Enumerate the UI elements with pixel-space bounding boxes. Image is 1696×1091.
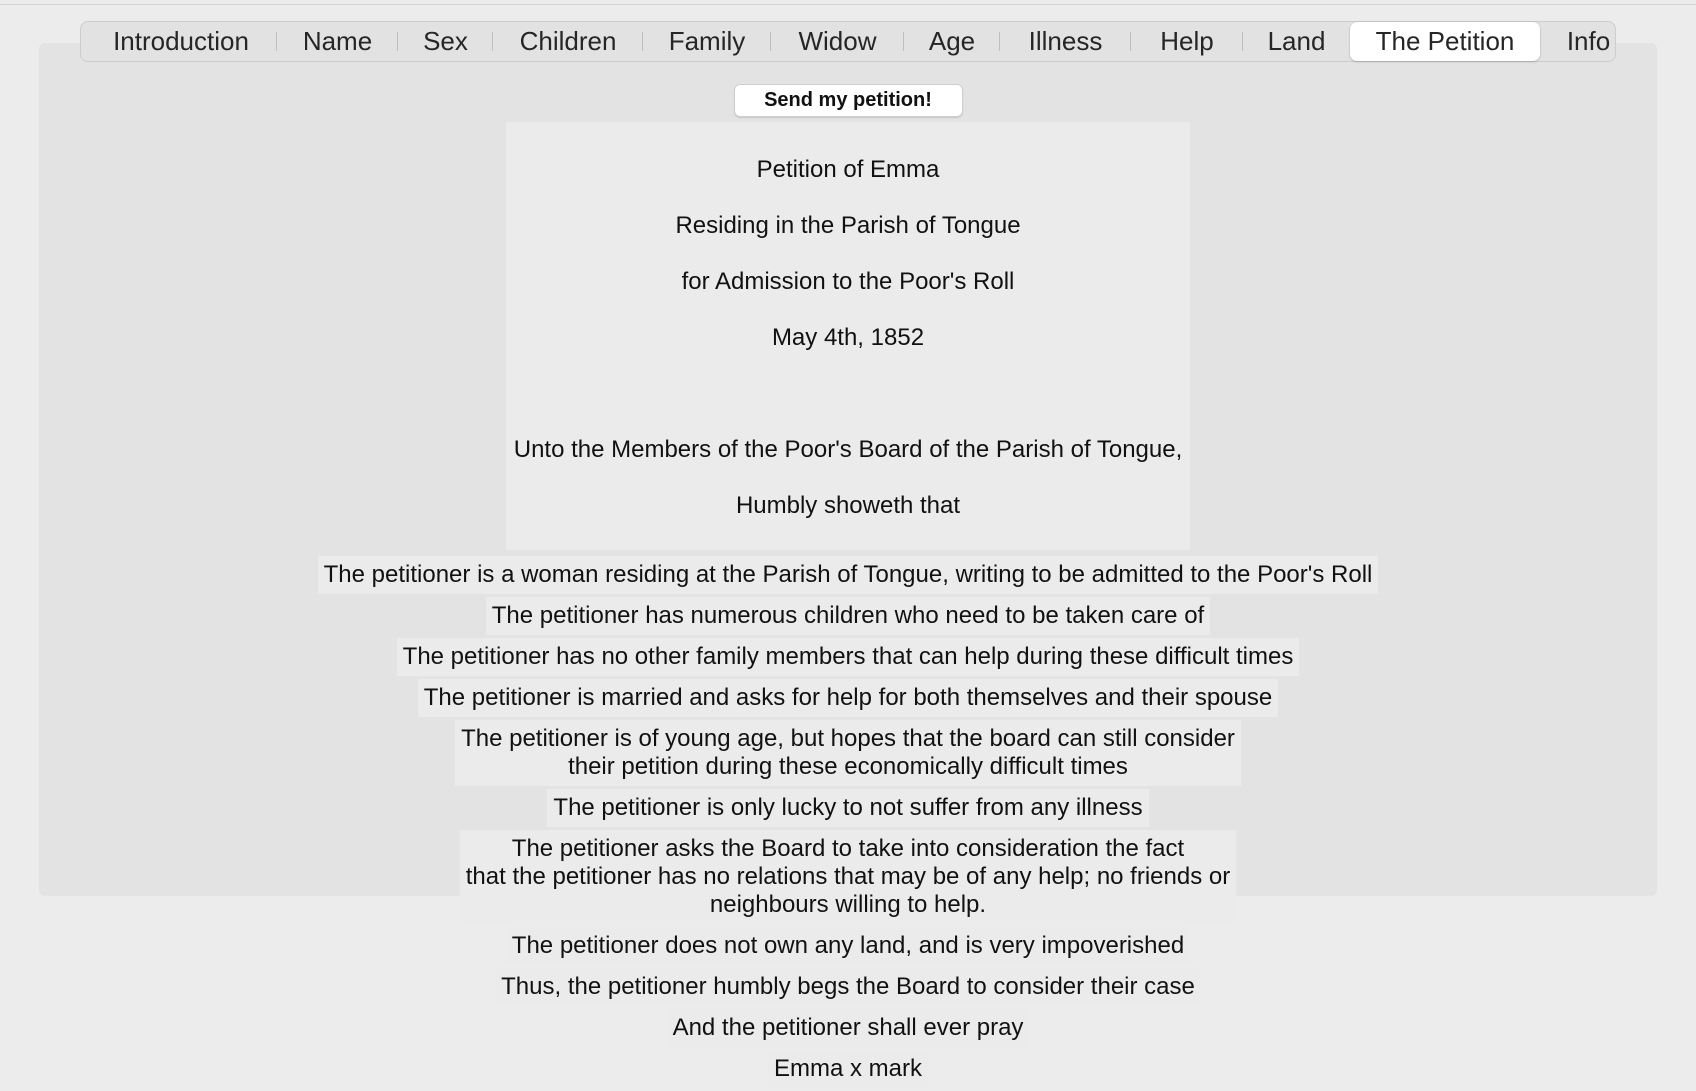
petition-purpose: for Admission to the Poor's Roll	[681, 268, 1015, 295]
tab-help[interactable]: Help	[1131, 21, 1243, 62]
statement-illness: The petitioner is only lucky to not suffer from any illness	[547, 789, 1148, 827]
tab-family[interactable]: Family	[643, 21, 771, 62]
send-petition-button[interactable]: Send my petition!	[734, 84, 963, 117]
statement-age: The petitioner is of young age, but hopes that the board can still consider their petition during these economically difficult times	[455, 720, 1241, 786]
petition-header	[506, 122, 1190, 550]
petition-title: Petition of Emma	[756, 156, 940, 183]
tab-bar	[80, 21, 1616, 62]
tab-widow[interactable]: Widow	[771, 21, 904, 62]
tab-illness[interactable]: Illness	[1000, 21, 1131, 62]
petition-date: May 4th, 1852	[771, 324, 925, 351]
petition-content	[0, 84, 1696, 1091]
petition-parish: Residing in the Parish of Tongue	[675, 212, 1021, 239]
tab-introduction[interactable]: Introduction	[85, 21, 277, 62]
statement-sex: The petitioner is a woman residing at the Parish of Tongue, writing to be admitted to the Poor's Roll	[318, 556, 1379, 594]
tab-info[interactable]: Info	[1566, 26, 1611, 56]
petition-signature: Emma x mark	[768, 1050, 928, 1088]
statement-family: The petitioner has no other family members that can help during these difficult times	[397, 638, 1300, 676]
statement-widow: The petitioner is married and asks for help for both themselves and their spouse	[418, 679, 1278, 717]
header-spacer	[512, 380, 1184, 408]
tab-name[interactable]: Name	[277, 21, 398, 62]
statement-children: The petitioner has numerous children who need to be taken care of	[486, 597, 1210, 635]
tab-age[interactable]: Age	[904, 21, 1000, 62]
statement-land: The petitioner does not own any land, and is very impoverished	[506, 927, 1190, 965]
tab-land[interactable]: Land	[1267, 26, 1326, 56]
statement-pray: And the petitioner shall ever pray	[667, 1009, 1030, 1047]
tab-children[interactable]: Children	[493, 21, 643, 62]
tab-the-petition[interactable]: The Petition	[1350, 22, 1540, 61]
statement-help: The petitioner asks the Board to take into consideration the fact that the petitioner has no relations that may be of any help; no friends or neighbours willing to help.	[460, 830, 1236, 924]
tab-sex[interactable]: Sex	[398, 21, 493, 62]
statement-plea: Thus, the petitioner humbly begs the Board to consider their case	[495, 968, 1201, 1006]
window-top-divider	[0, 4, 1696, 5]
petition-address: Unto the Members of the Poor's Board of the Parish of Tongue,	[513, 436, 1183, 463]
petition-showeth: Humbly showeth that	[735, 492, 961, 519]
